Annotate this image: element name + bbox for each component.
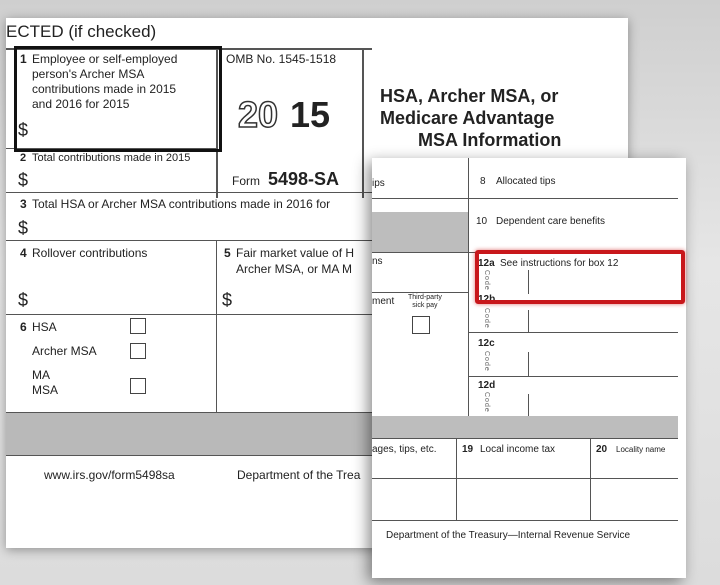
box4-label: Rollover contributions [32,246,148,260]
box12d-code: Code [483,392,490,413]
footer-url[interactable]: www.irs.gov/form5498sa [44,468,175,482]
form-title-line2: Medicare Advantage [380,108,555,128]
form-number: 5498-SA [268,169,340,189]
box12d-number: 12d [478,380,496,391]
box6-hsa-label: HSA [32,320,57,334]
third-party-label: Third-party sick pay [408,294,442,309]
grid-line [216,240,217,412]
code-divider [528,394,529,416]
box19-number: 19 [462,444,474,455]
form-title-line3: MSA Information [418,130,562,150]
corrected-header: ECTED (if checked) [6,22,157,41]
box6-archer-label: Archer MSA [32,344,97,358]
box6-ma-label: MA MSA [32,368,59,397]
box5-label-line1: Fair market value of H [236,246,355,260]
grid-line [468,376,678,377]
omb-number: OMB No. 1545-1518 [226,52,337,66]
box2-number: 2 [20,152,27,164]
grid-line [6,192,372,193]
box20-number: 20 [596,444,608,455]
year-outline: 20 [238,94,279,135]
footer-department: Department of the Treasury—Internal Revenue Service [386,530,631,541]
box5-label-line2: Archer MSA, or MA M [236,262,353,276]
box6-number: 6 [20,320,27,334]
grid-line [372,520,678,521]
ns-fragment: ns [372,256,383,267]
code-divider [528,310,529,332]
code-divider [528,352,529,376]
form-w2-fragment [372,158,686,578]
box12a-code: Code [483,270,490,291]
box3-number: 3 [20,197,27,211]
third-party-checkbox[interactable] [412,316,430,334]
grid-line [372,478,678,479]
box12a-label: See instructions for box 12 [500,258,619,269]
form-title-line1: HSA, Archer MSA, or [380,86,559,106]
grid-line [372,438,678,439]
grid-line [456,438,457,520]
box8-number: 8 [480,176,486,187]
box1-dollar: $ [18,120,29,140]
box20-label: Locality name [616,445,666,454]
box4-dollar: $ [18,290,29,310]
box19-label: Local income tax [480,444,556,455]
ma-msa-checkbox[interactable] [130,378,146,394]
grid-line [372,198,678,199]
box1-number: 1 [20,52,27,66]
box2-dollar: $ [18,170,29,190]
grid-line [6,314,372,315]
grid-line [6,455,372,456]
box1-label: Employee or self-employed person's Archer MSA contributions made in 2015 and 2016 for 2015 [32,52,178,111]
grid-line [468,332,678,333]
shaded-cell [372,212,468,252]
box12b-code: Code [483,308,490,329]
shaded-band [372,416,678,438]
box12a-number: 12a [478,258,495,269]
wages-fragment: ages, tips, etc. [372,444,437,455]
tips-fragment: ips [372,178,385,189]
grid-line [468,158,469,416]
grid-line [372,292,468,293]
box10-label: Dependent care benefits [496,216,605,227]
box8-label: Allocated tips [496,176,556,187]
form-prefix: Form [232,174,260,188]
box2-label: Total contributions made in 2015 [32,152,191,164]
box12b-number: 12b [478,294,496,305]
box5-number: 5 [224,246,231,260]
box12a-highlight [475,250,685,304]
box4-number: 4 [20,246,27,260]
grid-line [362,48,364,198]
retirement-fragment: ment [372,296,395,307]
box12c-number: 12c [478,338,495,349]
archer-msa-checkbox[interactable] [130,343,146,359]
grid-line [6,240,372,241]
box12c-code: Code [483,351,490,372]
year-solid: 15 [290,94,331,135]
box3-dollar: $ [18,218,29,238]
footer-department: Department of the Trea [237,468,361,482]
box3-label: Total HSA or Archer MSA contributions made in 2016 for [32,197,331,211]
box10-number: 10 [476,216,488,227]
box5-dollar: $ [222,290,233,310]
grid-line [590,438,591,520]
hsa-checkbox[interactable] [130,318,146,334]
shaded-band [6,413,372,455]
